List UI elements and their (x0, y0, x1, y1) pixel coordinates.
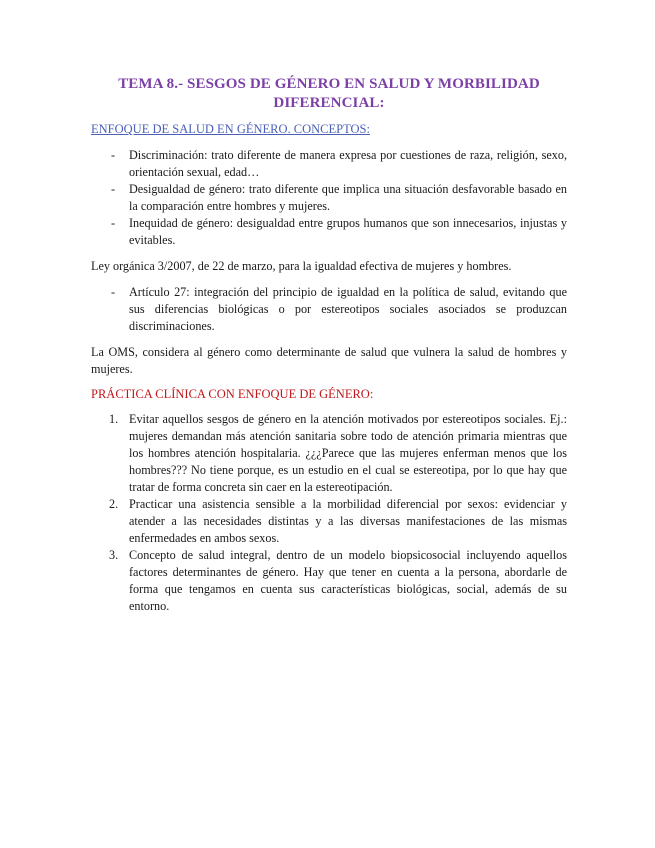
section-heading-clinical-practice: PRÁCTICA CLÍNICA CON ENFOQUE DE GÉNERO: (91, 387, 374, 401)
numbered-item (91, 411, 567, 496)
dash-bullet: - (111, 182, 116, 196)
list-item (91, 215, 567, 249)
list-item-text: Inequidad de género: desigualdad entre grupos humanos que son innecesarios, injustas y evitables. (129, 216, 567, 247)
list-item-text: Artículo 27: integración del principio de igualdad en la política de salud, evitando que sus diferencias biológicas o por estereotipos sociales asociados se produzcan discriminaciones. (129, 285, 567, 333)
numbered-item (91, 496, 567, 547)
dash-bullet: - (111, 148, 116, 162)
numbered-item-text: Concepto de salud integral, dentro de un modelo biopsicosocial incluyendo aquellos factores determinantes de género. Hay que tener en cuenta a la persona, abordarle de forma que tengamos en cuenta sus características biológicas, social, además de su entorno. (129, 548, 567, 613)
list-item (91, 181, 567, 215)
numbered-item (91, 547, 567, 615)
numbered-item-text: Evitar aquellos sesgos de género en la atención motivados por estereotipos sociales. Ej.: mujeres demandan más atención sanitaria sobre todo de atención primaria mientras que los hombres atención hospitalaria. ¿¿¿Parece que las mujeres enferman menos que los hombres??? No tiene porque, es un estudio en el cual se estereotipa, por lo que hay que tratar de forma concreta sin caer en la estereotipación. (129, 412, 567, 494)
list-item-text: Desigualdad de género: trato diferente que implica una situación desfavorable basado en la comparación entre hombres y mujeres. (129, 182, 567, 213)
clinical-practice-list (91, 411, 567, 615)
item-number: 3. (109, 548, 119, 562)
item-number: 2. (109, 497, 119, 511)
numbered-item-text: Practicar una asistencia sensible a la morbilidad diferencial por sexos: evidenciar y atender a las necesidades distintas y a las diversas manifestaciones de las mismas enfermedades en ambos sexos. (129, 497, 567, 545)
concepts-list (91, 147, 567, 249)
law-paragraph: Ley orgánica 3/2007, de 22 de marzo, para la igualdad efectiva de mujeres y hombres. (91, 259, 512, 273)
page-title: TEMA 8.- SESGOS DE GÉNERO EN SALUD Y MORBILIDAD DIFERENCIAL: (118, 76, 540, 111)
list-item (91, 147, 567, 181)
list-item (91, 284, 567, 335)
oms-paragraph: La OMS, considera al género como determinante de salud que vulnera la salud de hombres y mujeres. (91, 345, 567, 376)
section-heading-concepts: ENFOQUE DE SALUD EN GÉNERO. CONCEPTOS: (91, 122, 370, 136)
dash-bullet: - (111, 285, 116, 299)
dash-bullet: - (111, 216, 116, 230)
item-number: 1. (109, 412, 119, 426)
list-item-text: Discriminación: trato diferente de manera expresa por cuestiones de raza, religión, sexo, orientación sexual, edad… (129, 148, 567, 179)
law-list (91, 284, 567, 335)
